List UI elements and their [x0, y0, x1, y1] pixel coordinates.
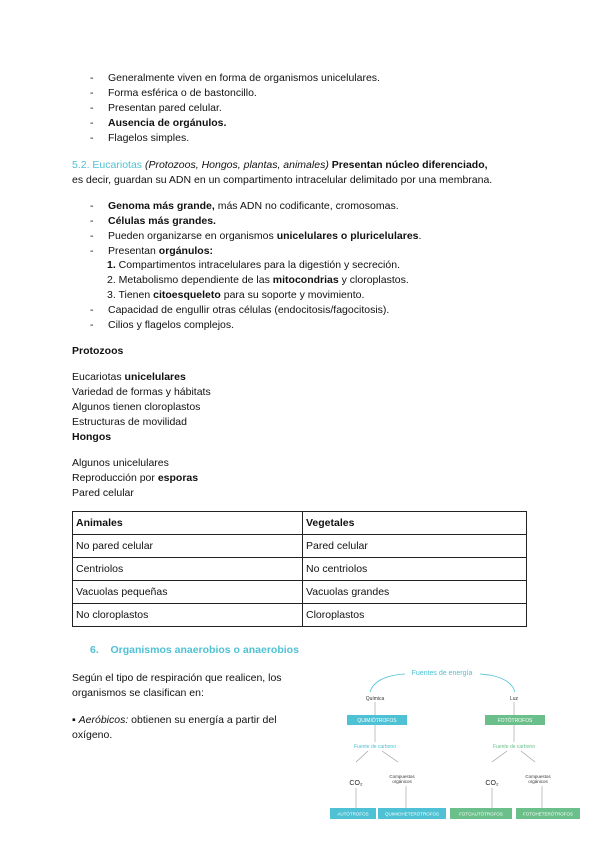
co2-label: CO₂: [485, 780, 499, 787]
procariota-item: - Ausencia de orgánulos.: [90, 117, 227, 129]
protozoos-line: Eucariotas unicelulares: [72, 371, 186, 383]
table-cell: No cloroplastos: [73, 604, 303, 627]
eucariota-item: - Capacidad de engullir otras células (endocitosis/fagocitosis).: [90, 304, 390, 316]
table-row: [73, 558, 527, 581]
animales-vegetales-table: [72, 511, 527, 627]
fuente-carbono-label: Fuente de carbono: [493, 744, 535, 750]
organulo-subitem: 2. Metabolismo dependiente de las mitocondrias y cloroplastos.: [107, 274, 409, 286]
table-cell: Vacuolas pequeñas: [73, 581, 303, 604]
table-row: [73, 535, 527, 558]
eucariota-item: - Genoma más grande, más ADN no codificante, cromosomas.: [90, 200, 399, 212]
table-row: [73, 581, 527, 604]
eucariota-item: - Cilios y flagelos complejos.: [90, 319, 235, 331]
table-cell: Vacuolas grandes: [303, 581, 527, 604]
hongos-title: Hongos: [72, 431, 112, 443]
organulo-subitem: 1. Compartimentos intracelulares para la digestión y secreción.: [107, 259, 400, 271]
section-6-intro: Según el tipo de respiración que realicen, los: [72, 672, 282, 684]
compuestos-organicos-label: Compuestos: [389, 774, 415, 779]
compuestos-organicos-label: orgánicos: [392, 779, 412, 784]
hongos-line: Pared celular: [72, 487, 134, 499]
table-header-cell: Vegetales: [303, 512, 527, 535]
autotrofos-label: AUTÓTROFOS: [337, 811, 369, 817]
protozoos-line: Estructuras de movilidad: [72, 416, 187, 428]
luz-label: Luz: [509, 696, 519, 702]
procariota-item: - Flagelos simples.: [90, 132, 190, 144]
table-cell: Centriolos: [73, 558, 303, 581]
protozoos-line: Variedad de formas y hábitats: [72, 386, 211, 398]
fuente-carbono-label: Fuente de carbono: [354, 744, 396, 750]
organulo-subitem: 3. Tienen citoesqueleto para su soporte y movimiento.: [107, 289, 365, 301]
compuestos-organicos-label: Compuestos: [525, 774, 551, 779]
quimiotrofos-label: QUIMIÓTROFOS: [357, 718, 397, 724]
table-header-row: [73, 512, 527, 535]
aerobicos-line: ▪ Aeróbicos: obtienen su energía a partir del: [72, 714, 277, 726]
fotoautotrofos-label: FOTOAUTÓTROFOS: [459, 811, 503, 817]
compuestos-organicos-label: orgánicos: [528, 779, 548, 784]
section-6-intro: organismos se clasifican en:: [72, 687, 204, 699]
table-cell: Cloroplastos: [303, 604, 527, 627]
protozoos-title: Protozoos: [72, 345, 124, 357]
table-row: [73, 604, 527, 627]
arrow: [492, 751, 507, 762]
eucariota-item: - Pueden organizarse en organismos unicelulares o pluricelulares.: [90, 230, 422, 242]
co2-label: CO₂: [349, 780, 363, 787]
aerobicos-line: oxígeno.: [72, 729, 113, 741]
table-cell: No pared celular: [73, 535, 303, 558]
eucariotas-description: es decir, guardan su ADN en un compartimento intracelular delimitado por una membrana.: [72, 174, 493, 186]
hongos-line: Algunos unicelulares: [72, 457, 169, 469]
quimioheterotrofos-label: QUIMIOHETERÓTROFOS: [385, 811, 439, 817]
table-cell: Pared celular: [303, 535, 527, 558]
table-cell: No centriolos: [303, 558, 527, 581]
eucariota-item: - Células más grandes.: [90, 215, 216, 227]
fotoheterotrofos-label: FOTOHETERÓTROFOS: [523, 811, 573, 817]
eucariota-item: - Presentan orgánulos:: [90, 245, 214, 257]
arrow: [382, 751, 398, 762]
fuentes-energia-label: Fuentes de energía: [411, 670, 473, 677]
section-6-heading: 6. Organismos anaerobios o anaerobios: [90, 644, 299, 656]
protozoos-line: Algunos tienen cloroplastos: [72, 401, 201, 413]
arrow: [370, 674, 405, 692]
fototrofos-label: FOTÓTROFOS: [497, 718, 533, 724]
procariota-item: - Presentan pared celular.: [90, 102, 222, 114]
procariota-item: - Forma esférica o de bastoncillo.: [90, 87, 257, 99]
arrow: [356, 751, 368, 762]
quimica-label: Química: [365, 696, 385, 702]
arrow: [480, 674, 515, 692]
arrow: [521, 751, 535, 762]
procariota-item: - Generalmente viven en forma de organismos unicelulares.: [90, 72, 380, 84]
eucariotas-heading: 5.2. Eucariotas (Protozoos, Hongos, plantas, animales) Presentan núcleo diferenciado,: [72, 159, 488, 171]
energy-sources-diagram: [330, 662, 600, 824]
hongos-line: Reproducción por esporas: [72, 472, 199, 484]
table-header-cell: Animales: [73, 512, 303, 535]
